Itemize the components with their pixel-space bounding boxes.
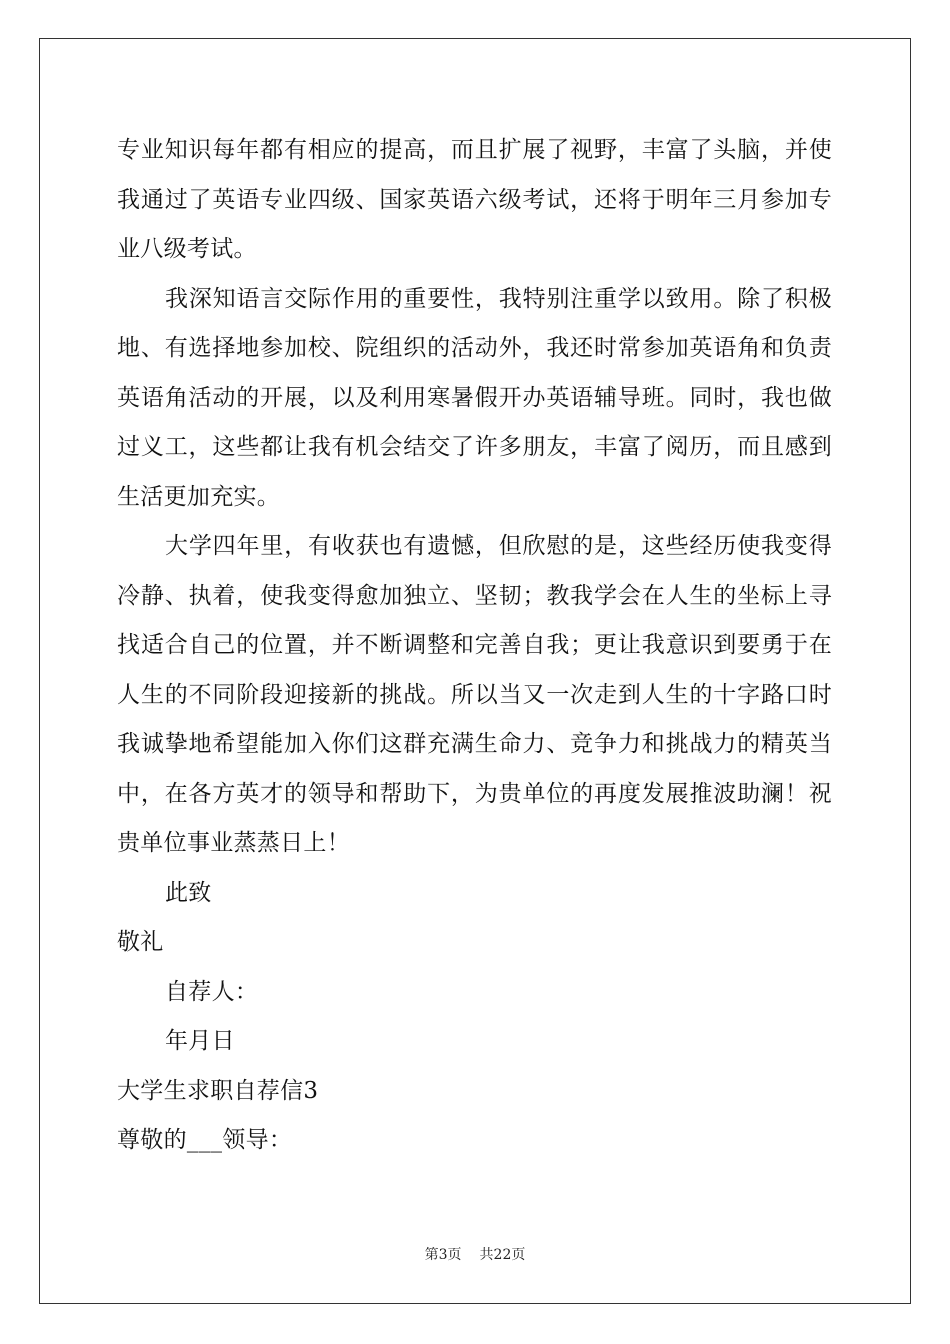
letter-body (117, 126, 832, 1166)
section-title: 大学生求职自荐信3 (117, 1077, 319, 1104)
page-total: 共22页 (479, 1247, 526, 1263)
page-number: 第3页 (424, 1247, 462, 1263)
paragraph-university-years: 大学四年里，有收获也有遗憾，但欣慰的是，这些经历使我变得冷静、执着，使我变得愈加独立、坚韧；教我学会在人生的坐标上寻找适合自己的位置，并不断调整和完善自我；更让我意识到要勇于在人生的不同阶段迎接新的挑战。所以当又一次走到人生的十字路口时我诚挚地希望能加入你们这群充满生命力、竞争力和挑战力的精英当中，在各方英才的领导和帮助下，为贵单位的再度发展推波助澜！祝贵单位事业蒸蒸日上！ (117, 533, 832, 856)
page-footer (0, 1244, 950, 1264)
date-line: 年月日 (165, 1028, 235, 1054)
greeting-line: 尊敬的___领导： (117, 1127, 293, 1153)
paragraph-knowledge: 专业知识每年都有相应的提高，而且扩展了视野，丰富了头脑，并使我通过了英语专业四级、国家英语六级考试，还将于明年三月参加专业八级考试。 (117, 137, 832, 262)
closing-phrase: 此致 (165, 879, 212, 906)
signer-label: 自荐人： (165, 978, 259, 1005)
salute-phrase: 敬礼 (117, 929, 164, 955)
paragraph-language-practice: 我深知语言交际作用的重要性，我特别注重学以致用。除了积极地、有选择地参加校、院组织的活动外，我还时常参加英语角和负责英语角活动的开展，以及利用寒暑假开办英语辅导班。同时，我也做过义工，这些都让我有机会结交了许多朋友，丰富了阅历，而且感到生活更加充实。 (117, 285, 832, 510)
